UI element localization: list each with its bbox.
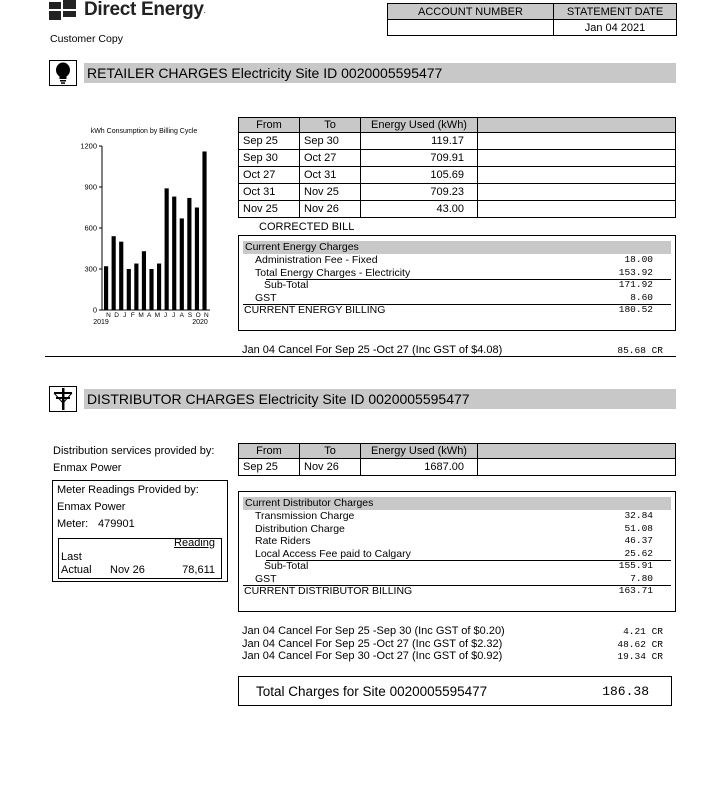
col-header-to: To: [300, 118, 361, 133]
cell-to: Nov 25: [300, 184, 361, 201]
x-tick-label: A: [179, 312, 185, 319]
cell-to: Nov 26: [300, 201, 361, 218]
cancellation-amount: 48.62 CR: [617, 638, 663, 650]
charge-row: [243, 510, 671, 523]
charge-value: 32.84: [624, 510, 653, 521]
kwh-consumption-chart: [68, 122, 218, 332]
corrected-bill-label: CORRECTED BILL: [259, 221, 355, 233]
retailer-subtotal-row: [243, 279, 671, 292]
y-tick-label: 1200: [80, 141, 97, 151]
cell-from: Oct 27: [239, 167, 300, 184]
charge-value: 51.08: [624, 522, 653, 534]
distributor-charges-box: [238, 491, 676, 612]
logo-mark-icon: [48, 0, 78, 20]
cell-blank: [478, 167, 676, 184]
charge-label: Total Energy Charges - Electricity: [255, 266, 411, 279]
y-tick-label: 0: [92, 305, 97, 315]
chart-bar: [202, 151, 206, 310]
chart-bar: [119, 242, 123, 310]
cell-energy: 709.91: [361, 150, 478, 167]
table-row: [239, 184, 676, 201]
charge-row: [243, 523, 671, 536]
cancellation-text: Jan 04 Cancel For Sep 25 -Sep 30 (Inc GST of $0.20): [242, 625, 505, 637]
cell-to: Oct 27: [300, 150, 361, 167]
distribution-provider-name: Enmax Power: [53, 462, 122, 474]
cancellation-text: Jan 04 Cancel For Sep 25 -Oct 27 (Inc GST of $4.08): [242, 344, 503, 356]
col-header-energy: Energy Used (kWh): [361, 444, 478, 459]
retailer-billing-row: [243, 304, 671, 317]
last-label: Last: [61, 551, 82, 563]
chart-bars: [104, 151, 207, 310]
x-tick-label: M: [138, 312, 144, 319]
col-header-from: From: [239, 444, 300, 459]
x-tick-label: S: [187, 312, 193, 319]
cell-from: Sep 25: [239, 459, 300, 476]
retailer-gst-value: 8.60: [630, 291, 653, 303]
y-tick-label: 900: [84, 182, 97, 192]
cell-energy: 119.17: [361, 133, 478, 150]
retailer-usage-table: [238, 117, 676, 218]
chart-labels: [93, 312, 209, 326]
cell-from: Nov 25: [239, 201, 300, 218]
table-row: [239, 133, 676, 150]
cell-blank: [478, 201, 676, 218]
retailer-billing-value: 180.52: [618, 304, 653, 315]
meter-number: 479901: [98, 518, 135, 530]
cell-blank: [478, 150, 676, 167]
chart-title: kWh Consumption by Billing Cycle: [90, 128, 198, 135]
col-header-blank: [478, 118, 676, 133]
cell-to: Sep 30: [300, 133, 361, 150]
statement-date-value: Jan 04 2021: [554, 20, 677, 36]
retailer-gst-label: GST: [255, 291, 277, 304]
charge-label: Administration Fee - Fixed: [255, 254, 378, 266]
distributor-gst-row: [243, 573, 671, 586]
reading-value: 78,611: [182, 564, 215, 576]
retailer-charges-title: Current Energy Charges: [243, 241, 671, 254]
col-header-from: From: [239, 118, 300, 133]
actual-label: Actual: [61, 564, 92, 576]
table-row: [239, 201, 676, 218]
cell-from: Sep 25: [239, 133, 300, 150]
charge-row: [243, 548, 671, 561]
retailer-subtotal-label: Sub-Total: [264, 279, 309, 291]
account-info-table: [387, 3, 677, 36]
chart-bar: [195, 208, 199, 311]
retailer-subtotal-value: 171.92: [618, 279, 653, 290]
reading-header: Reading: [174, 537, 215, 549]
cell-energy: 709.23: [361, 184, 478, 201]
cell-energy: 105.69: [361, 167, 478, 184]
cell-energy: 1687.00: [361, 459, 478, 476]
charge-label: Distribution Charge: [255, 522, 345, 535]
distributor-gst-label: GST: [255, 572, 277, 585]
x-tick-label: A: [147, 312, 152, 319]
chart-bar: [149, 269, 153, 310]
year-end-label: 2020: [192, 319, 208, 326]
x-tick-label: F: [130, 312, 135, 319]
col-header-blank: [478, 444, 676, 459]
reading-box: [58, 538, 222, 579]
charge-label: Transmission Charge: [255, 510, 355, 522]
distribution-provided-by-label: Distribution services provided by:: [53, 445, 215, 457]
chart-bar: [157, 264, 161, 310]
distributor-billing-row: [243, 585, 671, 598]
y-tick-label: 300: [84, 264, 97, 274]
meter-readings-box: [52, 480, 228, 582]
chart-bar: [112, 236, 116, 310]
charge-label: Rate Riders: [255, 535, 311, 547]
logo-trademark: .: [203, 5, 206, 15]
chart-bar: [165, 188, 169, 310]
meter-label: Meter:: [57, 518, 89, 530]
cancellation-text: Jan 04 Cancel For Sep 30 -Oct 27 (Inc GST of $0.92): [242, 650, 503, 662]
total-charges-box: [238, 676, 672, 706]
chart-bar: [187, 198, 191, 310]
meter-provider-name: Enmax Power: [57, 501, 126, 513]
chart-bar: [134, 264, 138, 310]
retailer-section-title: RETAILER CHARGES Electricity Site ID 0020005595477: [84, 63, 676, 83]
cancellation-amount: 19.34 CR: [617, 651, 663, 662]
chart-bar: [127, 269, 131, 310]
charge-value: 153.92: [618, 266, 653, 278]
cell-from: Oct 31: [239, 184, 300, 201]
lightbulb-icon: [49, 60, 77, 86]
distributor-subtotal-value: 155.91: [618, 560, 653, 571]
distributor-subtotal-row: [243, 560, 671, 573]
charge-row: [243, 254, 671, 267]
meter-readings-label: Meter Readings Provided by:: [57, 484, 199, 496]
logo-text: Direct Energy: [84, 0, 204, 20]
x-tick-label: D: [114, 312, 119, 319]
cell-blank: [478, 133, 676, 150]
year-start-label: 2019: [93, 319, 109, 326]
power-pole-icon: [49, 386, 77, 412]
x-tick-label: J: [172, 312, 176, 319]
x-tick-label: N: [106, 312, 111, 319]
charge-row: [243, 535, 671, 548]
x-tick-label: J: [163, 312, 168, 319]
direct-energy-logo: [48, 0, 206, 20]
distributor-billing-value: 163.71: [618, 585, 653, 596]
x-tick-label: J: [123, 312, 127, 319]
cancellation-amount: 85.68 CR: [617, 345, 663, 356]
cell-to: Oct 31: [300, 167, 361, 184]
account-number-label: ACCOUNT NUMBER: [388, 4, 554, 20]
chart-bar: [104, 266, 108, 310]
cell-to: Nov 26: [300, 459, 361, 476]
x-tick-label: M: [154, 312, 161, 319]
customer-copy-label: Customer Copy: [50, 33, 123, 45]
retailer-charges-box: [238, 235, 676, 331]
section-divider: [45, 356, 676, 357]
account-number-value: [388, 20, 554, 36]
retailer-billing-label: CURRENT ENERGY BILLING: [244, 304, 386, 316]
cancellation-text: Jan 04 Cancel For Sep 25 -Oct 27 (Inc GST of $2.32): [242, 637, 503, 650]
x-tick-label: O: [195, 312, 201, 319]
charge-value: 46.37: [624, 535, 653, 546]
distributor-section-title: DISTRIBUTOR CHARGES Electricity Site ID 0020005595477: [84, 389, 676, 409]
chart-bar: [142, 251, 146, 310]
reading-date: Nov 26: [110, 564, 145, 576]
cell-blank: [478, 184, 676, 201]
charge-value: 25.62: [624, 547, 653, 559]
distributor-usage-table: [238, 443, 676, 476]
charge-value: 18.00: [624, 254, 653, 265]
chart-bar: [180, 218, 184, 310]
distributor-charges-title: Current Distributor Charges: [243, 497, 671, 510]
statement-date-label: STATEMENT DATE: [554, 4, 677, 20]
col-header-to: To: [300, 444, 361, 459]
cell-energy: 43.00: [361, 201, 478, 218]
distributor-subtotal-label: Sub-Total: [264, 560, 309, 572]
total-charges-value: 186.38: [602, 684, 649, 699]
cell-from: Sep 30: [239, 150, 300, 167]
cell-blank: [478, 459, 676, 476]
chart-bar: [172, 197, 176, 310]
table-row: [239, 150, 676, 167]
distributor-gst-value: 7.80: [630, 572, 653, 584]
retailer-gst-row: [243, 292, 671, 305]
distributor-billing-label: CURRENT DISTRIBUTOR BILLING: [244, 585, 413, 597]
charge-label: Local Access Fee paid to Calgary: [255, 547, 411, 560]
table-row: [239, 167, 676, 184]
charge-row: [243, 267, 671, 280]
total-charges-label: Total Charges for Site 0020005595477: [256, 684, 488, 699]
col-header-energy: Energy Used (kWh): [361, 118, 478, 133]
table-row: [239, 459, 676, 476]
cancellation-amount: 4.21 CR: [623, 626, 663, 637]
x-tick-label: N: [203, 312, 209, 319]
y-tick-label: 600: [84, 223, 97, 233]
